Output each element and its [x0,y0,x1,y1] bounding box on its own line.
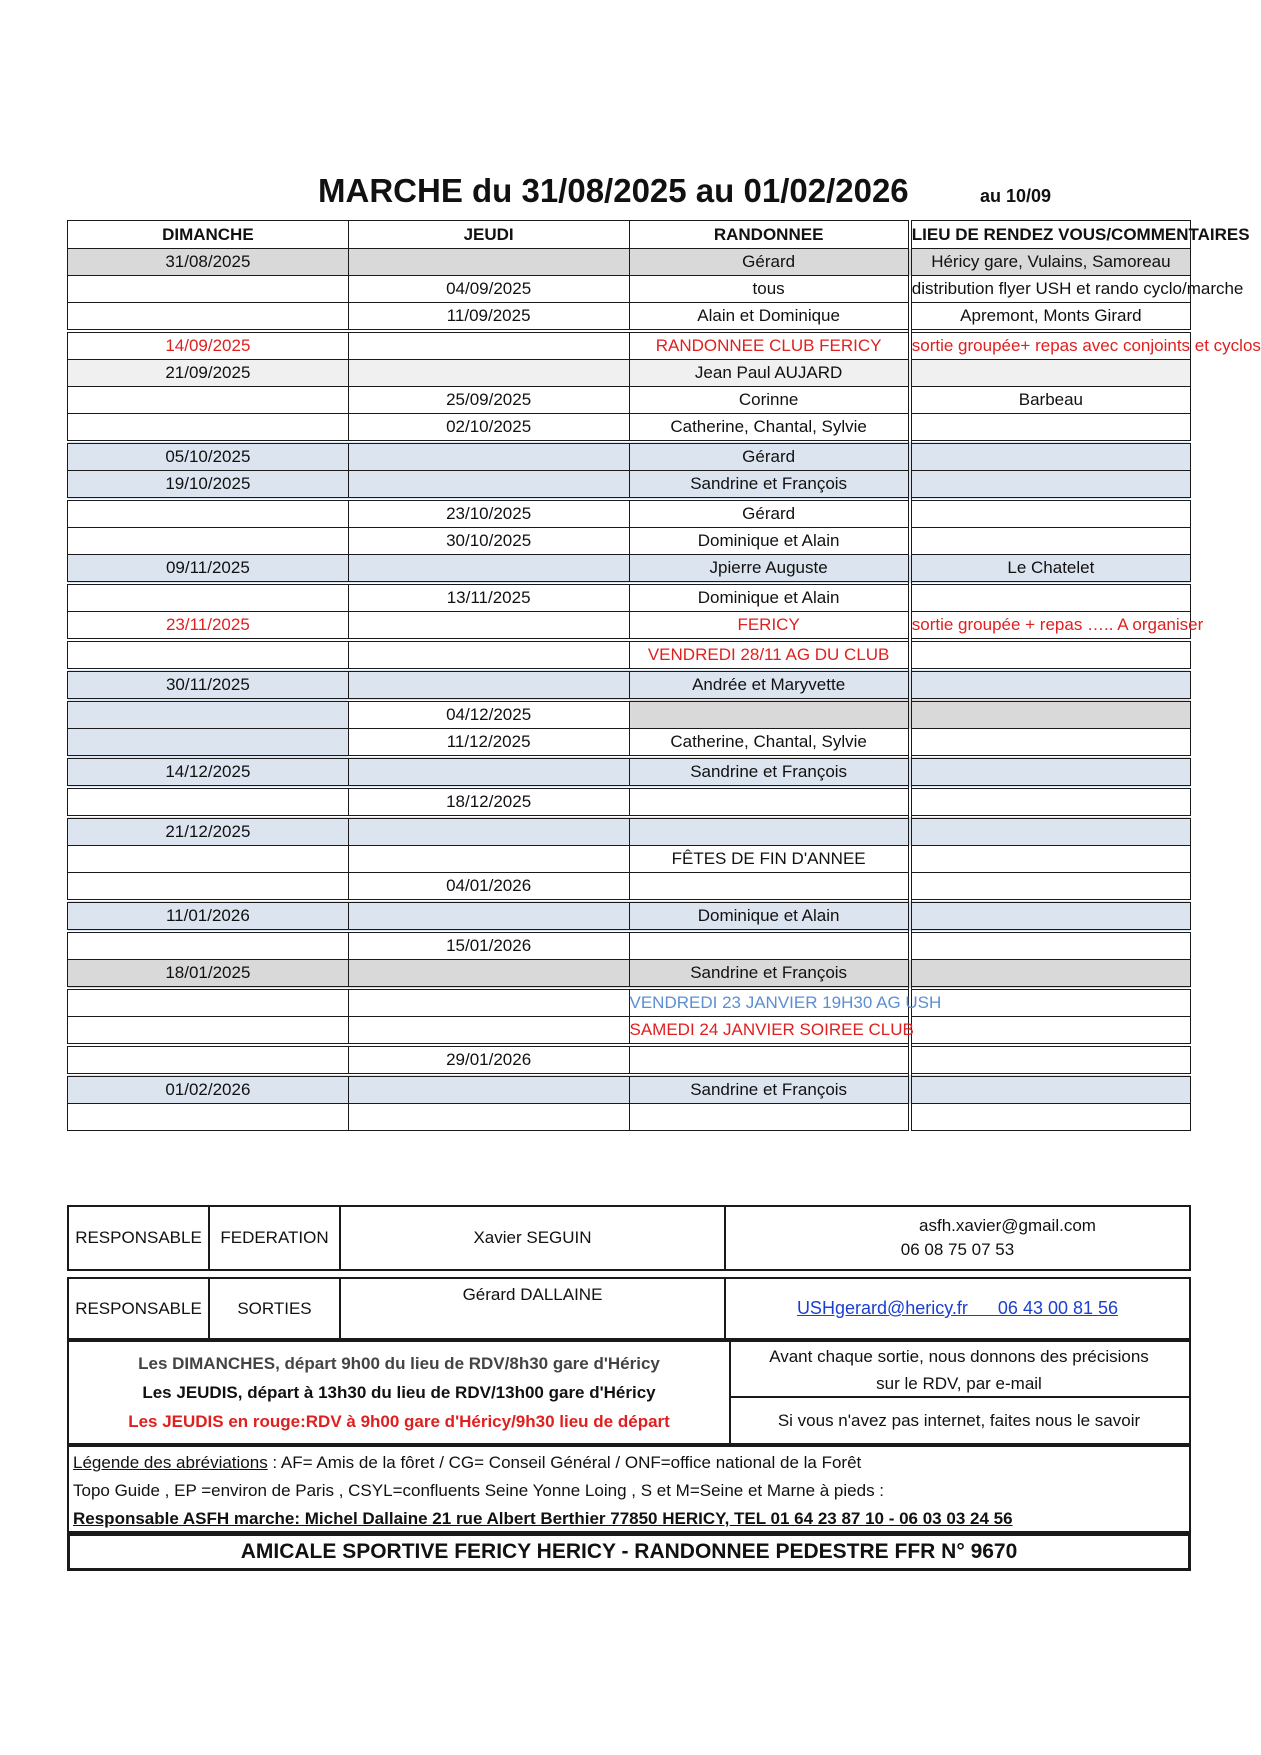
cell-lieu [910,817,1191,846]
header-row [68,221,1191,249]
cell-dimanche [68,1017,349,1046]
cell-jeudi: 04/12/2025 [348,700,629,729]
legend-block [67,1445,1191,1533]
cell-dimanche [68,931,349,960]
table-row [68,931,1191,960]
cell-jeudi [348,640,629,670]
cell-jeudi: 04/09/2025 [348,276,629,303]
cell-dimanche [68,499,349,528]
table-row [68,303,1191,332]
cell-jeudi: 11/12/2025 [348,729,629,758]
cell-lieu [910,442,1191,471]
cell-dimanche: 14/12/2025 [68,757,349,787]
table-row [68,901,1191,931]
cell-lieu [910,1017,1191,1046]
cell-lieu [910,873,1191,902]
cell-dimanche [68,528,349,555]
cell-jeudi [348,442,629,471]
table-row [68,1075,1191,1104]
cell-jeudi: 02/10/2025 [348,414,629,443]
table-row [68,729,1191,758]
responsable-email: asfh.xavier@gmail.com [919,1216,1096,1235]
table-row [68,249,1191,276]
cell-randonnee: Sandrine et François [629,471,910,500]
cell-dimanche: 05/10/2025 [68,442,349,471]
cell-jeudi: 30/10/2025 [348,528,629,555]
cell-jeudi [348,988,629,1017]
cell-dimanche: 18/01/2025 [68,960,349,989]
table-row [68,1045,1191,1075]
header-randonnee: RANDONNEE [629,221,910,249]
cell-lieu [910,528,1191,555]
responsable-type: FEDERATION [210,1207,341,1269]
cell-randonnee [629,931,910,960]
responsable-contact[interactable] [726,1279,1189,1338]
cell-randonnee: RANDONNEE CLUB FERICY [629,331,910,360]
cell-randonnee: Jean Paul AUJARD [629,360,910,387]
note-precision-line1: Avant chaque sortie, nous donnons des précisions [769,1347,1149,1366]
table-row [68,1104,1191,1131]
cell-lieu [910,931,1191,960]
cell-dimanche [68,1104,349,1131]
note-precision [729,1342,1189,1398]
table-row [68,817,1191,846]
table-row [68,988,1191,1017]
cell-dimanche: 14/09/2025 [68,331,349,360]
table-row [68,555,1191,584]
header-lieu: LIEU DE RENDEZ VOUS/COMMENTAIRES [910,221,1191,249]
table-row [68,757,1191,787]
note-jeudis: Les JEUDIS, départ à 13h30 du lieu de RDV/13h00 gare d'Héricy [142,1383,656,1402]
cell-dimanche [68,700,349,729]
cell-randonnee [629,1045,910,1075]
responsable-email-link[interactable]: USHgerard@hericy.fr 06 43 00 81 56 [796,1298,1119,1318]
legend-line1 [73,1449,1185,1477]
responsable-name: Gérard DALLAINE [341,1279,726,1338]
table-row [68,846,1191,873]
cell-randonnee [629,1104,910,1131]
cell-jeudi: 23/10/2025 [348,499,629,528]
cell-randonnee: FERICY [629,612,910,641]
cell-jeudi [348,1017,629,1046]
notes-block [67,1340,1191,1445]
cell-lieu [910,1075,1191,1104]
cell-lieu: Héricy gare, Vulains, Samoreau [910,249,1191,276]
cell-dimanche [68,729,349,758]
cell-dimanche [68,988,349,1017]
responsable-federation-row [67,1205,1191,1271]
table-row [68,387,1191,414]
cell-jeudi [348,670,629,700]
cell-dimanche: 21/12/2025 [68,817,349,846]
cell-randonnee: tous [629,276,910,303]
cell-dimanche [68,276,349,303]
cell-dimanche [68,873,349,902]
cell-lieu [910,988,1191,1017]
cell-dimanche: 23/11/2025 [68,612,349,641]
cell-randonnee: Alain et Dominique [629,303,910,332]
table-row [68,442,1191,471]
schedule-table [67,220,1261,1131]
table-row [68,700,1191,729]
note-dimanches: Les DIMANCHES, départ 9h00 du lieu de RDV/8h30 gare d'Héricy [138,1354,660,1373]
note-jeudis-rouge: Les JEUDIS en rouge:RDV à 9h00 gare d'Héricy/9h30 lieu de départ [128,1412,670,1431]
cell-randonnee [629,787,910,817]
cell-lieu: sortie groupée+ repas avec conjoints et cyclos [910,331,1191,360]
cell-dimanche: 30/11/2025 [68,670,349,700]
title-sub: au 10/09 [980,186,1052,206]
table-row [68,499,1191,528]
cell-jeudi [348,846,629,873]
cell-dimanche [68,787,349,817]
cell-lieu [910,757,1191,787]
responsable-name: Xavier SEGUIN [341,1207,726,1269]
cell-randonnee: FÊTES DE FIN D'ANNEE [629,846,910,873]
notes-departures [69,1342,731,1443]
cell-dimanche: 19/10/2025 [68,471,349,500]
cell-jeudi [348,1104,629,1131]
table-row [68,528,1191,555]
cell-jeudi: 13/11/2025 [348,583,629,612]
cell-jeudi [348,331,629,360]
notes-info [729,1342,1189,1443]
cell-dimanche [68,846,349,873]
cell-randonnee [629,817,910,846]
cell-randonnee: Sandrine et François [629,1075,910,1104]
table-row [68,670,1191,700]
cell-lieu: Apremont, Monts Girard [910,303,1191,332]
cell-lieu: Le Chatelet [910,555,1191,584]
responsable-type: SORTIES [210,1279,341,1338]
legend-label: Légende des abréviations [73,1453,268,1472]
table-row [68,1017,1191,1046]
cell-lieu [910,583,1191,612]
cell-dimanche: 09/11/2025 [68,555,349,584]
cell-randonnee: Corinne [629,387,910,414]
table-row [68,471,1191,500]
cell-jeudi [348,817,629,846]
cell-lieu [910,729,1191,758]
cell-randonnee [629,700,910,729]
cell-jeudi [348,757,629,787]
cell-jeudi [348,901,629,931]
cell-dimanche [68,303,349,332]
cell-lieu [910,1045,1191,1075]
legend-line3: Responsable ASFH marche: Michel Dallaine 21 rue Albert Berthier 77850 HERICY, TEL 01 64 23 87 10 - 06 03 03 24 56 [73,1509,1013,1528]
cell-dimanche [68,387,349,414]
cell-jeudi: 04/01/2026 [348,873,629,902]
cell-randonnee: Gérard [629,499,910,528]
responsable-contact [726,1207,1189,1269]
cell-dimanche [68,1045,349,1075]
cell-lieu: sortie groupée + repas ….. A organiser [910,612,1191,641]
cell-lieu [910,471,1191,500]
cell-jeudi [348,1075,629,1104]
table-row [68,960,1191,989]
legend-text1: : AF= Amis de la fôret / CG= Conseil Général / ONF=office national de la Forêt [267,1453,862,1472]
responsable-phone: 06 08 75 07 53 [900,1240,1015,1259]
cell-lieu [910,960,1191,989]
cell-jeudi [348,360,629,387]
responsable-sorties-row [67,1277,1191,1340]
cell-randonnee: Andrée et Maryvette [629,670,910,700]
cell-lieu [910,901,1191,931]
cell-randonnee: VENDREDI 28/11 AG DU CLUB [629,640,910,670]
footer-banner: AMICALE SPORTIVE FERICY HERICY - RANDONNEE PEDESTRE FFR N° 9670 [67,1533,1191,1571]
cell-jeudi [348,471,629,500]
cell-randonnee: Catherine, Chantal, Sylvie [629,729,910,758]
cell-dimanche [68,583,349,612]
table-row [68,787,1191,817]
cell-randonnee: Sandrine et François [629,960,910,989]
cell-dimanche: 21/09/2025 [68,360,349,387]
note-precision-line2: sur le RDV, par e-mail [876,1374,1042,1393]
cell-dimanche: 01/02/2026 [68,1075,349,1104]
cell-randonnee: Jpierre Auguste [629,555,910,584]
cell-randonnee [629,873,910,902]
cell-jeudi [348,612,629,641]
cell-jeudi: 29/01/2026 [348,1045,629,1075]
note-internet: Si vous n'avez pas internet, faites nous le savoir [777,1411,1141,1430]
table-row [68,414,1191,443]
cell-jeudi: 18/12/2025 [348,787,629,817]
responsable-role: RESPONSABLE [69,1279,210,1338]
cell-dimanche: 11/01/2026 [68,901,349,931]
cell-lieu [910,787,1191,817]
cell-randonnee: VENDREDI 23 JANVIER 19H30 AG USH [629,988,910,1017]
table-row [68,612,1191,641]
legend-line2: Topo Guide , EP =environ de Paris , CSYL=confluents Seine Yonne Loing , S et M=Seine et Marne à pieds : [73,1481,885,1500]
cell-jeudi [348,249,629,276]
table-row [68,873,1191,902]
cell-jeudi: 11/09/2025 [348,303,629,332]
cell-lieu [910,700,1191,729]
cell-randonnee: SAMEDI 24 JANVIER SOIREE CLUB [629,1017,910,1046]
table-row [68,640,1191,670]
cell-randonnee: Sandrine et François [629,757,910,787]
table-row [68,276,1191,303]
cell-jeudi [348,960,629,989]
title-main: MARCHE du 31/08/2025 au 01/02/2026 [318,172,909,209]
cell-jeudi: 15/01/2026 [348,931,629,960]
cell-randonnee: Dominique et Alain [629,583,910,612]
cell-dimanche: 31/08/2025 [68,249,349,276]
header-dimanche: DIMANCHE [68,221,349,249]
cell-lieu [910,670,1191,700]
cell-randonnee: Gérard [629,249,910,276]
cell-lieu [910,846,1191,873]
cell-lieu [910,414,1191,443]
cell-dimanche [68,640,349,670]
table-row [68,331,1191,360]
cell-jeudi: 25/09/2025 [348,387,629,414]
cell-randonnee: Dominique et Alain [629,528,910,555]
cell-randonnee: Catherine, Chantal, Sylvie [629,414,910,443]
table-row [68,360,1191,387]
cell-lieu: distribution flyer USH et rando cyclo/marche [910,276,1191,303]
cell-lieu [910,1104,1191,1131]
cell-randonnee: Gérard [629,442,910,471]
cell-jeudi [348,555,629,584]
cell-dimanche [68,414,349,443]
header-jeudi: JEUDI [348,221,629,249]
responsable-role: RESPONSABLE [69,1207,210,1269]
cell-lieu [910,360,1191,387]
cell-lieu [910,499,1191,528]
cell-lieu: Barbeau [910,387,1191,414]
cell-randonnee: Dominique et Alain [629,901,910,931]
table-row [68,583,1191,612]
cell-lieu [910,640,1191,670]
